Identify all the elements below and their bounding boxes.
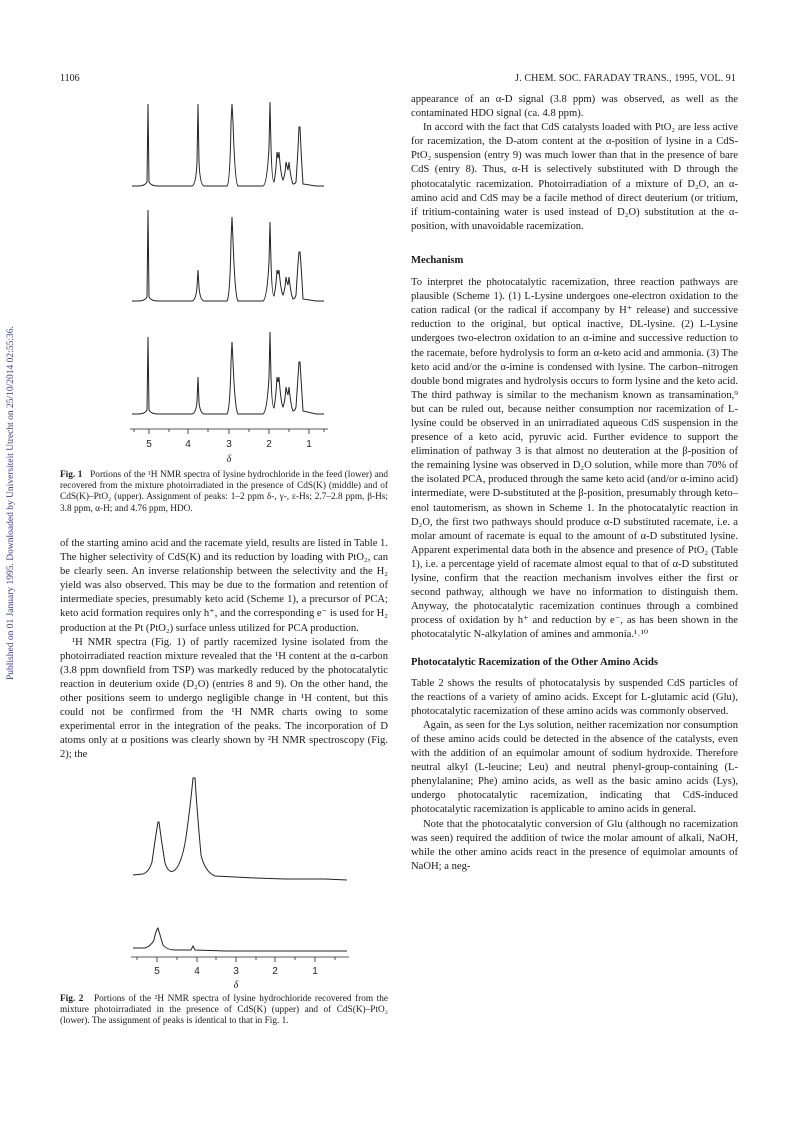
spectrum-lower [132,332,324,414]
fig2-tick-4: 4 [194,966,200,977]
right-column-text [411,93,738,874]
spectrum-2-upper [133,778,347,880]
running-head: J. CHEM. SOC. FARADAY TRANS., 1995, VOL. 91 [515,73,736,84]
figure-1-caption-label: Fig. 1 [60,470,83,480]
left-paragraph-2: ¹H NMR spectra (Fig. 1) of partly racemized lysine isolated from the photoirradiated reaction mixture revealed that the ¹H content at the α-carbon (3.8 ppm downfield from TSP) was markedly reduced by the photocatalytic reaction in deuterium oxide (D₂O) (entries 8 and 9). On the other hand, the other positions seem to undergo negligible change in ¹H content, but this could not be confirmed from the ¹H NMR charts owing to some experimental error in the integration of the peaks. The incorporation of D atoms only at α positions was clearly shown by ²H NMR spectroscopy (Fig. 2); the [60,636,388,761]
fig2-tick-2: 2 [272,966,278,977]
page-number: 1106 [60,73,80,84]
left-paragraph-1: of the starting amino acid and the racemate yield, results are listed in Table 1. The higher selectivity of CdS(K) and its reduction by loading with PtO₂, can be clearly seen. An inverse relationship between the selectivity and the H₂ yield was also observed. This may be due to the formation and retention of intermediate species, presumably keto acid (Scheme 1), a precursor of PCA; keto acid formation requires only h⁺, and the corresponding e⁻ is used for H₂ production at the Pt (PtO₂) surface unless utilized for PCA production. [60,538,388,634]
right-paragraph-6: Note that the photocatalytic conversion of Glu (although no racemization was seen) required the addition of twice the molar amount of alkali, NaOH, while the other amino acids react in the presence of equimolar amounts of NaOH; a neg- [411,818,738,872]
figure-2-caption-label: Fig. 2 [60,994,84,1004]
fig1-tick-3: 3 [226,439,232,450]
fig1-tick-2: 2 [266,439,272,450]
fig1-tick-4: 4 [185,439,191,450]
right-paragraph-4: Table 2 shows the results of photocatalysis by suspended CdS particles of the reactions of a variety of amino acids. Except for L-glutamic acid (Glu), photocatalytic racemization of these amino acids was commonly observed. [411,677,738,717]
download-watermark [4,240,18,680]
right-paragraph-5: Again, as seen for the Lys solution, neither racemization nor consumption of these amino acids could be detected in the absence of the catalysts, even with the addition of an equimolar amount of sodium hydroxide. Therefore neutral alkyl (L-leucine; Leu) and neutral phenyl-group-containing (L-phenylalanine; Phe) amino acids, as well as the basic amino acids (Lys), undergo photocatalytic racemization, indicating that CdS-induced photocatalytic racemization is applicable to amino acids in general. [411,719,738,816]
spectrum-2-lower [133,928,347,951]
figure-2-axis [131,957,349,962]
section-heading-other-amino-acids: Photocatalytic Racemization of the Other Amino Acids [411,657,658,669]
fig2-tick-3: 3 [233,966,239,977]
figure-1-caption [60,470,388,515]
spectrum-upper [132,102,324,186]
section-heading-mechanism: Mechanism [411,254,464,266]
download-watermark-text: Published on 01 January 1995. Downloaded by Universiteit Utrecht on 25/10/2014 02:55:36. [6,326,16,680]
figure-2-spectra [125,770,365,990]
figure-2-caption [60,994,388,1028]
left-column-text [60,537,388,763]
fig2-axis-title: δ [233,980,239,990]
right-paragraph-1: appearance of an α-D signal (3.8 ppm) was observed, as well as the contaminated HDO signal (ca. 4.8 ppm). [411,94,738,120]
fig2-tick-1: 1 [312,966,318,977]
spectrum-middle [132,210,324,301]
figure-1-spectra [118,92,358,467]
figure-1-caption-text: Portions of the ¹H NMR spectra of lysine hydrochloride in the feed (lower) and recovered from the mixture photoirradiated in the presence of CdS(K) (middle) and of CdS(K)–PtO₂ (upper). Assignment of peaks: 1–2 ppm δ-, γ-, ε-Hs; 2.7–2.8 ppm, β-Hs; 3.8 ppm, α-H; and 4.76 ppm, HDO. [60,470,388,514]
right-paragraph-3: To interpret the photocatalytic racemization, three reaction pathways are plausible (Scheme 1). (1) L-Lysine undergoes one-electron oxidation to the cation radical (or the radical if accompany by H⁺ release) and successive reduction to the original, but optical inactive, DL-lysine. (2) L-Lysine undergoes two-electron oxidation to an α-imine and successive reduction to the racemate, before hydrolysis to form an α-keto acid and ammonia. (3) The keto acid and/or the α-imine is condensed with lysine. The carbon–nitrogen double bond migrates and hydrolysis occurs to form lysine and the keto acid. The third pathway is similar to the mechanism known as transamination,⁹ but can be ruled out, because neither consumption nor racemization of L-lysine could be observed in an unirradiated aqueous CdS suspension in the presence of a keto acid, pyruvic acid. Further evidence to support the elimination of pathway 3 is that almost no deuteration at the β-position of the remaining lysine was observed in D₂O solution, while more than 70% of the isolated PCA, produced through the same keto acid (and/or α-imino acid) intermediate, were D-substituted at the β-position, presumably through keto–enol tautomerism, as shown in Scheme 1. In the photocatalytic reaction in D₂O, the first two pathways should produce α-D substituted racemate, i.e. a molar amount of racemate is equal to the amount of α-D substituted lysine. Apparent experimental data both in the absence and presence of PtO₂ (Table 1), i.e. a percentage yield of racemate almost equal to that of α-D substituted lysine, confirm that the reaction mechanism involves either the first or second pathway, although we have no information to distinguish them. Anyway, the photocatalytic racemization continues through a combined process of oxidation by h⁺ and reduction by e⁻, as has been shown in the photocatalytic N-alkylation of amines and ammonia.¹˒¹⁰ [411,277,738,641]
fig1-tick-1: 1 [306,439,312,450]
fig1-axis-title: δ [226,454,232,465]
right-paragraph-2: In accord with the fact that CdS catalysts loaded with PtO₂ are less active for racemization, the D-atom content at the α-position of lysine in a CdS-PtO₂ suspension (entry 9) was much lower than that in the presence of bare CdS (entry 8). Thus, α-H is selectively substituted with D through the photocatalytic racemization. Photoirradiation of a mixture of D₂O, an α-amino acid and CdS may be a facile method of direct deuterium (or tritium, if tritium-containing water is used instead of D₂O) substitution at the α-position, with unavoidable racemization. [411,122,738,232]
fig1-tick-5: 5 [146,439,152,450]
figure-1-axis [130,429,328,434]
fig2-tick-5: 5 [154,966,160,977]
figure-2-caption-text: Portions of the ²H NMR spectra of lysine hydrochloride recovered from the mixture photoirradiated in the presence of CdS(K) (upper) and of CdS(K)–PtO₂ (lower). The assignment of peaks is identical to that in Fig. 1. [60,994,388,1027]
